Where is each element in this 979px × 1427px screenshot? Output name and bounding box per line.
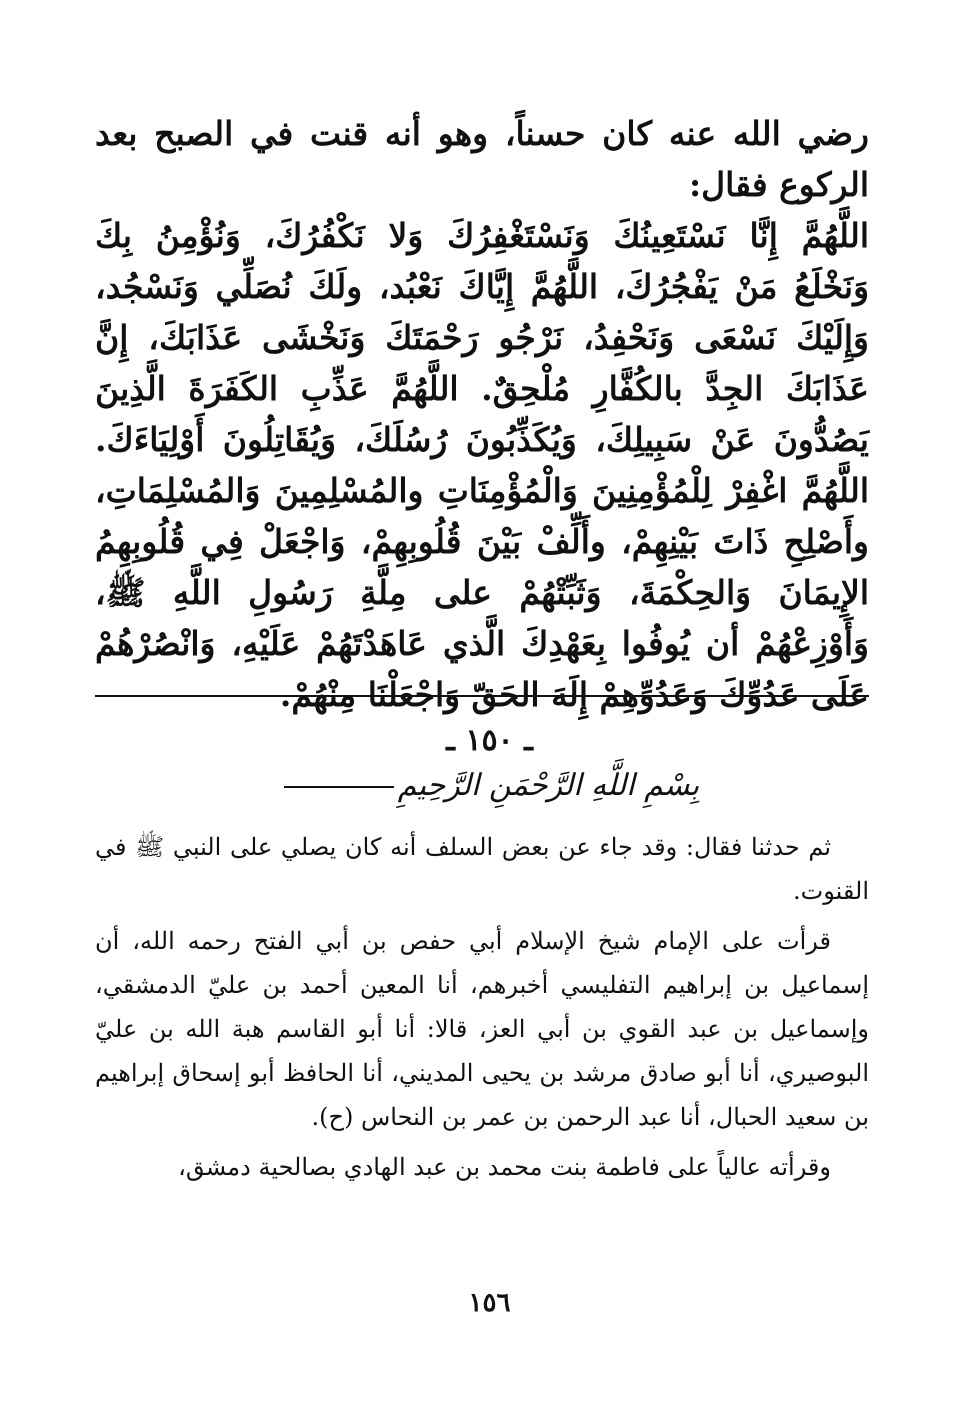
paragraph-1: ثم حدثنا فقال: وقد جاء عن بعض السلف أنه كان يصلي على النبي ﷺ في القنوت. — [95, 833, 869, 905]
paragraph-2: قرأت على الإمام شيخ الإسلام أبي حفص بن أبي الفتح رحمه الله، أن إسماعيل بن إبراهيم التفليسي أخبرهم، أنا المعين أحمد بن عليّ الدمشقي، وإسماعيل بن عبد القوي بن أبي العز، قالا: أنا أبو القاسم هبة الله بن عليّ البوصيري، أنا أبو صادق مرشد بن يحيى المديني، أنا الحافظ أبو إسحاق إبراهيم بن سعيد الحبال، أنا عبد الرحمن بن عمر بن النحاس (ح). — [95, 927, 869, 1131]
section-number: ـ ١٥٠ ـ — [446, 723, 533, 758]
qunut-supplication: اللَّهُمَّ إِنَّا نَسْتَعِينُكَ وَنَسْتَغْفِرُكَ وَلا نَكْفُرُكَ، وَنُؤْمِنُ بِكَ وَنَخْلَعُ مَنْ يَفْجُرُكَ، اللَّهُمَّ إِيَّاكَ نَعْبُد، ولَكَ نُصَلِّي وَنَسْجُد، وَإِلَيْكَ نَسْعَى وَنَحْفِدُ، نَرْجُو رَحْمَتَكَ وَنَخْشَى عَذَابَكَ، إِنَّ عَذَابَكَ الجِدَّ بالكُفَّارِ مُلْحِقٌ. اللَّهُمَّ عَذِّبِ الكَفَرَةَ الَّذِينَ يَصُدُّونَ عَنْ سَبِيلِكَ، وَيُكَذِّبُونَ رُسُلَكَ، وَيُقَاتِلُونَ أَوْلِيَاءَكَ. اللَّهُمَّ اغْفِرْ لِلْمُؤْمِنِينَ وَالْمُؤْمِنَاتِ والمُسْلِمِينَ وَالمُسْلِمَاتِ، وأَصْلِحِ ذَاتَ بَيْنِهِمْ، وأَلِّفْ بَيْنَ قُلُوبِهِمْ، وَاجْعَلْ فِي قُلُوبِهِمُ الإِيمَانَ وَالحِكْمَةَ، وَثَبِّتْهُمْ على مِلَّةِ رَسُولِ اللَّهِ ﷺ، وَأَوْزِعْهُمْ أن يُوفُوا بِعَهْدِكَ الَّذي عَاهَدْتَهُمْ عَلَيْهِ، وَانْصُرْهُمْ عَلَى عَدُوِّكَ وَعَدُوِّهِمْ إِلَهَ الحَقّ وَاجْعَلْنَا مِنْهُمْ. — [95, 216, 869, 714]
section-body — [95, 825, 869, 1195]
previous-section-text — [95, 108, 869, 720]
basmala-flourish — [284, 786, 394, 788]
page-number: ١٥٦ — [468, 1288, 511, 1318]
basmala-text: بِسْمِ اللَّهِ الرَّحْمَنِ الرَّحِيمِ — [397, 768, 700, 803]
intro-line: رضي الله عنه كان حسناً، وهو أنه قنت في الصبح بعد الركوع فقال: — [95, 114, 869, 204]
paragraph-3: وقرأته عالياً على فاطمة بنت محمد بن عبد الهادي بصالحية دمشق، — [178, 1153, 831, 1181]
basmala-heading — [0, 768, 979, 803]
section-divider — [95, 695, 869, 697]
